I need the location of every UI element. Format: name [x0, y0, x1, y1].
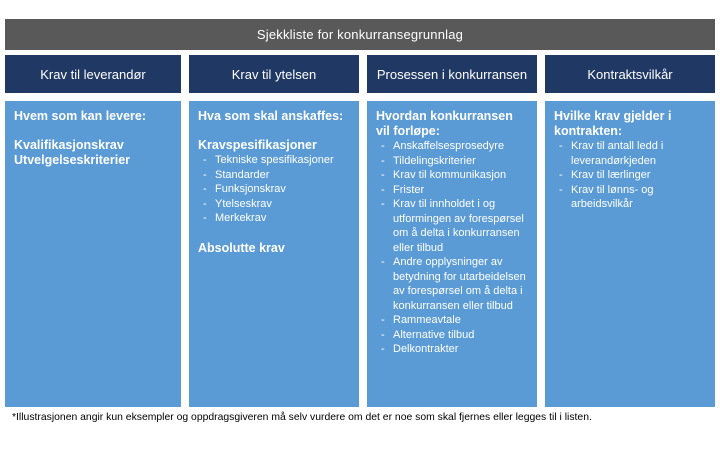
selection-criteria: Utvelgelseskriterier: [14, 153, 131, 167]
header-competition-process: Prosessen i konkurransen: [367, 55, 537, 93]
list-item: - Rammeavtale: [388, 313, 528, 328]
list-item: - Krav til lønns- og arbeidsvilkår: [566, 183, 706, 212]
header-performance-requirements: Krav til ytelsen: [189, 55, 359, 93]
list-item: - Standarder: [210, 168, 350, 183]
header-contract-terms: Kontraktsvilkår: [545, 55, 715, 93]
column-heading: Hva som skal anskaffes:: [198, 109, 344, 123]
specifications-list: [198, 153, 350, 226]
list-item: - Tekniske spesifikasjoner: [210, 153, 350, 168]
qualification-requirements: Kvalifikasjonskrav: [14, 138, 124, 152]
column-process-body: [367, 101, 537, 407]
list-item: - Anskaffelsesprosedyre: [388, 139, 528, 154]
list-item: - Ytelseskrav: [210, 197, 350, 212]
list-item: - Krav til antall ledd i leverandørkjeden: [566, 139, 706, 168]
column-heading: Hvilke krav gjelder i kontrakten:: [554, 109, 672, 138]
list-item: - Krav til innholdet i og utformingen av forespørsel om å delta i konkurransen eller tilbud: [388, 197, 528, 255]
header-supplier-requirements: Krav til leverandør: [5, 55, 181, 93]
footnote: *Illustrasjonen angir kun eksempler og oppdragsgiveren må selv vurdere om det er noe som skal fjernes eller legges til i listen.: [12, 412, 592, 423]
list-item: - Tildelingskriterier: [388, 154, 528, 169]
column-contract-body: [545, 101, 715, 407]
contract-list: [554, 139, 706, 212]
list-item: - Alternative tilbud: [388, 328, 528, 343]
list-item: - Delkontrakter: [388, 342, 528, 357]
list-item: - Frister: [388, 183, 528, 198]
process-list: [376, 139, 528, 357]
absolute-requirements: Absolutte krav: [198, 240, 285, 255]
column-performance-body: [189, 101, 359, 407]
list-item: - Funksjonskrav: [210, 182, 350, 197]
column-heading: Hvordan konkurransen vil forløpe:: [376, 109, 513, 138]
list-item: - Andre opplysninger av betydning for utarbeidelsen av forespørsel om å delta i konkurransen eller tilbud: [388, 255, 528, 313]
list-item: - Krav til lærlinger: [566, 168, 706, 183]
column-supplier-body: [5, 101, 181, 407]
list-item: - Krav til kommunikasjon: [388, 168, 528, 183]
specifications-heading: Kravspesifikasjoner: [198, 138, 317, 152]
column-heading: Hvem som kan levere:: [14, 109, 147, 123]
list-item: - Merkekrav: [210, 211, 350, 226]
checklist-title: Sjekkliste for konkurransegrunnlag: [5, 19, 715, 50]
